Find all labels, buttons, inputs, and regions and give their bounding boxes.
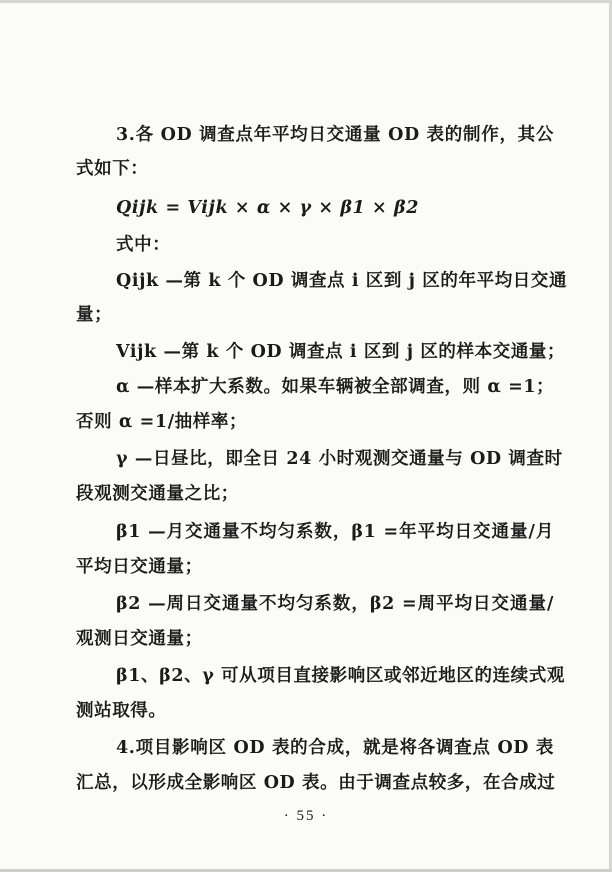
sources-line-2: 测站取得。 <box>76 701 167 721</box>
definition-beta1-line-2: 平均日交通量； <box>76 557 203 577</box>
sources-line-1: β1、β2、γ 可从项目直接影响区或邻近地区的连续式观 <box>116 666 565 686</box>
paragraph-3-line-2: 式如下： <box>76 159 149 179</box>
definition-alpha-line-2: 否则 α =1/抽样率； <box>76 412 248 432</box>
definition-beta2-line-2: 观测日交通量； <box>76 629 203 649</box>
definition-beta2-line-1: β2 —周日交通量不均匀系数，β2 =周平均日交通量/ <box>116 594 554 614</box>
paragraph-4-line-1: 4.项目影响区 OD 表的合成，就是将各调查点 OD 表 <box>116 738 554 758</box>
formula-where-label: 式中： <box>116 235 171 255</box>
definition-q-line-1: Qijk —第 k 个 OD 调查点 i 区到 j 区的年平均日交通 <box>116 271 568 291</box>
paragraph-3-line-1: 3.各 OD 调查点年平均日交通量 OD 表的制作，其公 <box>116 125 554 145</box>
paragraph-4-line-2: 汇总，以形成全影响区 OD 表。由于调查点较多，在合成过 <box>76 773 556 793</box>
definition-alpha-line-1: α —样本扩大系数。如果车辆被全部调查，则 α =1； <box>116 377 555 397</box>
definition-gamma-line-2: 段观测交通量之比； <box>76 484 239 504</box>
page-number: · 55 · <box>283 808 329 824</box>
definition-q-line-2: 量； <box>76 305 113 325</box>
definition-beta1-line-1: β1 —月交通量不均匀系数，β1 =年平均日交通量/月 <box>116 522 554 542</box>
formula: Qijk = Vijk × α × γ × β1 × β2 <box>116 198 419 218</box>
definition-v: Vijk —第 k 个 OD 调查点 i 区到 j 区的样本交通量； <box>116 342 566 362</box>
page-border-top <box>0 0 612 3</box>
definition-gamma-line-1: γ —日昼比，即全日 24 小时观测交通量与 OD 调查时 <box>116 449 563 469</box>
